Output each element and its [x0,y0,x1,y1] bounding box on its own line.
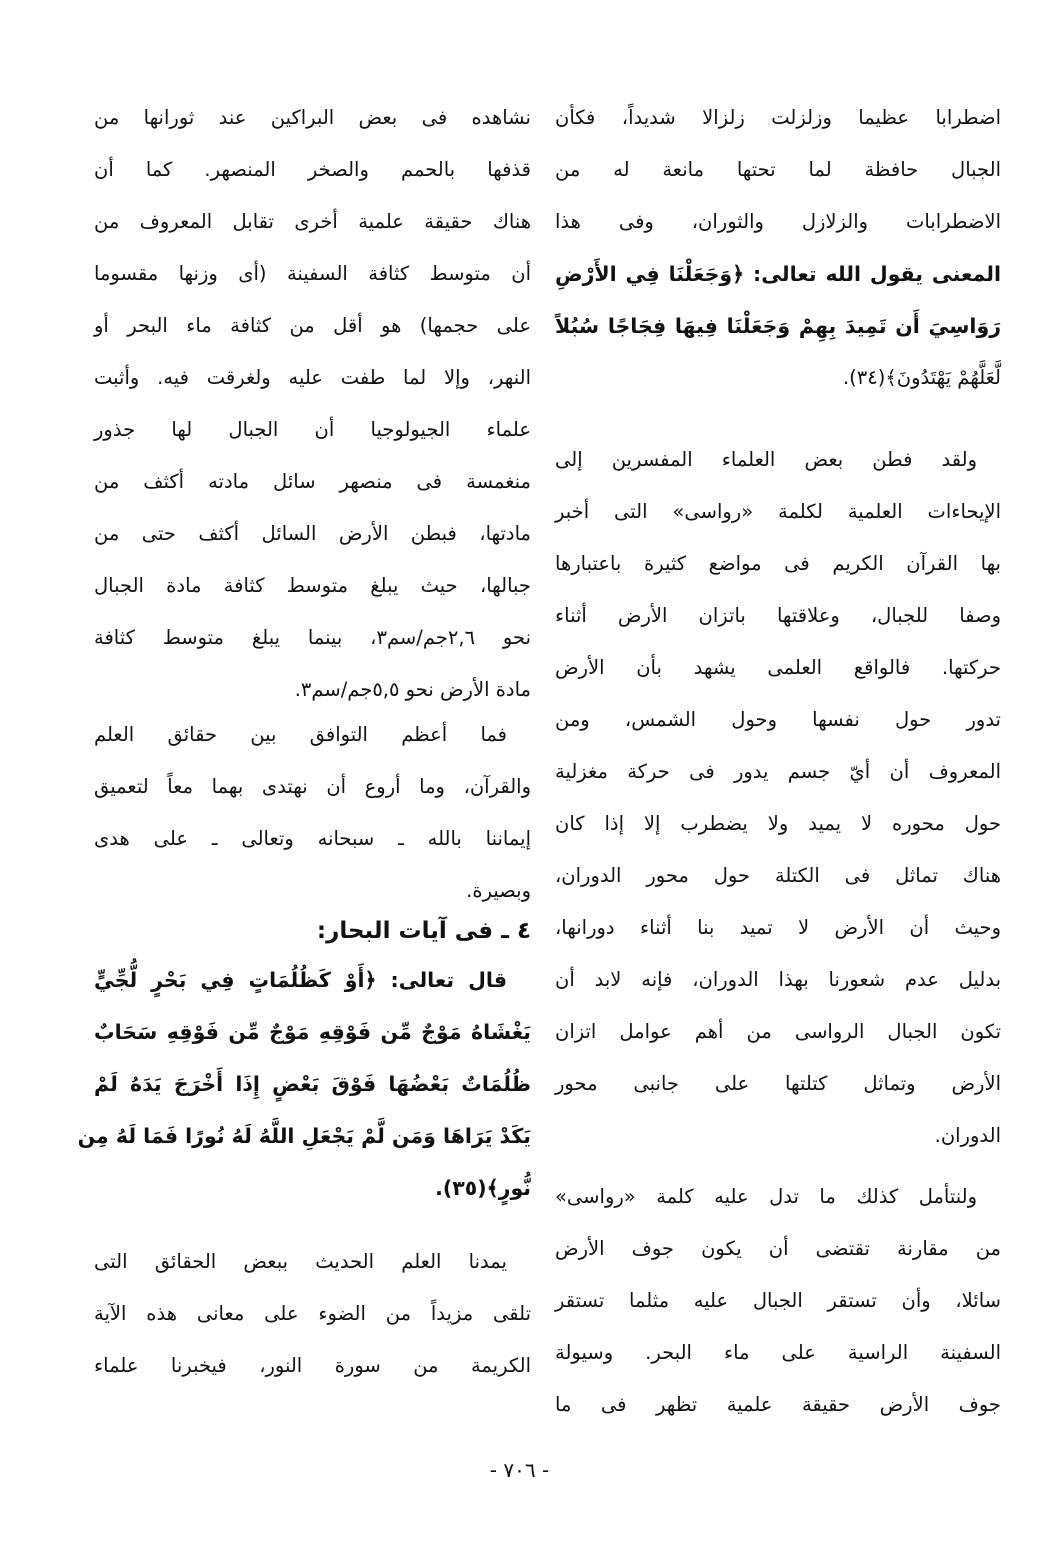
text-line: المعروف أن أيّ جسم يدور فى حركة مغزلية [555,760,1001,783]
text-line: جوف الأرض حقيقة علمية تظهر فى ما [555,1393,1001,1416]
text-line: علماء الجيولوجيا أن الجبال لها جذور [94,418,531,441]
text-line: وبصيرة. [466,879,531,902]
paragraph [94,709,531,917]
text-line: وصفا للجبال، وعلاقتها باتزان الأرض أثناء [555,604,1001,627]
heading-text: ٤ ـ فى آيات البحار: [316,918,531,944]
text-line: السفينة الراسية على ماء البحر. وسيولة [555,1341,1001,1364]
text-line: ولنتأمل كذلك ما تدل عليه كلمة «رواسى» [555,1185,977,1208]
text-line: يَكَدْ يَرَاهَا وَمَن لَّمْ يَجْعَلِ اللَّهُ لَهُ نُورًا فَمَا لَهُ مِن [77,1124,531,1148]
text-line: تكون الجبال الرواسى من أهم عوامل اتزان [555,1020,1001,1043]
paragraph [555,1171,1001,1431]
text-line: هناك تماثل فى الكتلة حول محور الدوران، [555,864,1001,887]
text-line: قذفها بالحمم والصخر المنصهر. كما أن [94,158,531,181]
text-line: يمدنا العلم الحديث ببعض الحقائق التى [94,1250,507,1273]
text-line: الاضطرابات والزلازل والثوران، وفى هذا [555,210,1001,233]
paragraph [555,92,1001,404]
text-line: الجبال حافظة لما تحتها مانعة له من [555,158,1001,181]
text-line: هناك حقيقة علمية أخرى تقابل المعروف من [94,210,531,233]
paragraph [94,1236,531,1392]
text-line: وحيث أن الأرض لا تميد بنا أثناء دورانها، [555,916,1001,939]
text-line: المعنى يقول الله تعالى: ﴿وَجَعَلْنَا فِي الأَرْضِ [555,262,1001,286]
text-line: لَّعَلَّهُمْ يَهْتَدُونَ﴾(٣٤). [842,366,1001,389]
text-line: على حجمها) هو أقل من كثافة ماء البحر أو [94,314,531,337]
text-line: حركتها. فالواقع العلمى يشهد بأن الأرض [555,656,1001,679]
text-line: يَغْشَاهُ مَوْجٌ مِّن فَوْقِهِ مَوْجٌ مِّن فَوْقِهِ سَحَابٌ [94,1020,531,1044]
text-line: ظُلُمَاتٌ بَعْضُهَا فَوْقَ بَعْضٍ إِذَا أَخْرَجَ يَدَهُ لَمْ [94,1072,531,1096]
text-line: ولقد فطن بعض العلماء المفسرين إلى [555,448,977,471]
text-line: بدليل عدم شعورنا بهذا الدوران، فإنه لابد أن [555,968,1001,991]
text-line: مادتها، فبطن الأرض السائل أكثف حتى من [94,522,531,545]
text-line: بها القرآن الكريم فى مواضع كثيرة باعتبارها [555,552,1001,575]
text-line: إيماننا بالله ـ سبحانه وتعالى ـ على هدى [94,827,531,850]
text-line: نشاهده فى بعض البراكين عند ثورانها من [94,106,531,129]
text-line: سائلا، وأن تستقر الجبال عليه مثلما تستقر [555,1289,1001,1312]
text-line: فما أعظم التوافق بين حقائق العلم [94,723,507,746]
text-line: تدور حول نفسها وحول الشمس، ومن [555,708,1001,731]
text-line: الأرض وتماثل كتلتها على جانبى محور [555,1072,1001,1095]
text-line: أن متوسط كثافة السفينة (أى وزنها مقسوما [94,262,531,285]
paragraph [94,92,531,716]
text-line: منغمسة فى منصهر سائل مادته أكثف من [94,470,531,493]
text-line: نحو ٢,٦جم/سم٣، بينما يبلغ متوسط كثافة [94,626,531,649]
section-heading [94,905,531,957]
paragraph [77,954,531,1214]
text-line: جبالها، حيث يبلغ متوسط كثافة مادة الجبال [94,574,531,597]
text-line: الإيحاءات العلمية لكلمة «رواسى» التى أخبر [555,500,1001,523]
text-line: الكريمة من سورة النور، فيخبرنا علماء [94,1354,531,1377]
text-line: من مقارنة تقتضى أن يكون جوف الأرض [555,1237,1001,1260]
text-line: رَوَاسِيَ أَن تَمِيدَ بِهِمْ وَجَعَلْنَا فِيهَا فِجَاجًا سُبُلاً [555,314,1001,338]
paragraph [555,434,1001,1162]
text-line: حول محوره لا يميد ولا يضطرب إلا إذا كان [555,812,1001,835]
text-line: النهر، وإلا لما طفت عليه ولغرقت فيه. وأثبت [94,366,531,389]
text-line: اضطرابا عظيما وزلزلت زلزالا شديداً، فكأن [555,106,1001,129]
text-line: نُّورٍ﴾(٣٥). [435,1176,531,1200]
text-line: والقرآن، وما أروع أن نهتدى بهما معاً لتعميق [94,775,531,798]
text-line: قال تعالى: ﴿أَوْ كَظُلُمَاتٍ فِي بَحْرٍ لُّجِّيٍّ [94,968,507,992]
text-line: الدوران. [934,1124,1001,1147]
text-line: تلقى مزيداً من الضوء على معانى هذه الآية [94,1302,531,1325]
text-line: مادة الأرض نحو ٥,٥جم/سم٣. [294,678,531,701]
page-number: - ٧٠٦ - [489,1458,550,1482]
